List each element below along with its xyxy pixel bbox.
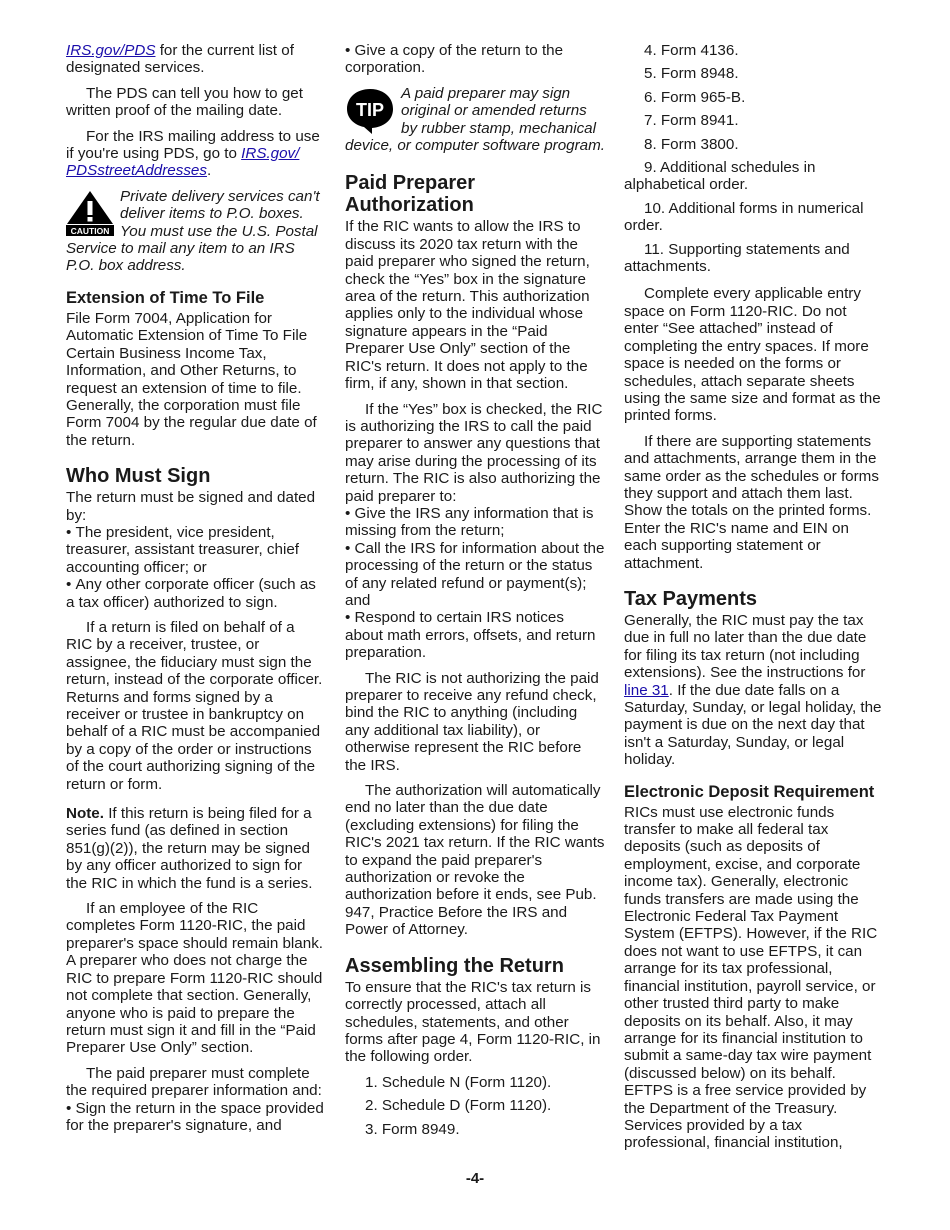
who-fiduciary-paragraph: If a return is filed on behalf of a RIC by a receiver, trustee, or assignee, the fiduciary must sign the return, instead of the corporate officer. Returns and forms signed by a receiver or trustee in bankruptcy on behalf of a RIC must be accompanied by a copy of the order or instructions of the court authorizing signing of the return or form.	[66, 618, 323, 793]
column-2	[345, 42, 605, 1144]
who-preparer-paragraph: The paid preparer must complete the required preparer information and:	[66, 1064, 322, 1100]
note-text: If this return is being filed for a series fund (as defined in section 851(g)(2)), the return may be signed by any officer authorized to sign for the RIC in which the fund is a series.	[66, 805, 313, 892]
paid-bullet-2: • Call the IRS for information about the processing of the return or the status of any related refund or payment(s); and	[345, 540, 605, 610]
pds-street-addresses-link[interactable]: IRS.gov/ PDSstreetAddresses	[66, 145, 300, 180]
irs-pds-link[interactable]: IRS.gov/PDS	[66, 42, 156, 59]
caution-icon	[66, 190, 114, 236]
who-employee-paragraph: If an employee of the RIC completes Form 1120-RIC, the paid preparer's space should remain blank. A preparer who does not charge the RIC to prepare Form 1120-RIC should not complete that section. Generally, anyone who is paid to prepare the return must sign it and fill in the “Paid Preparer Use Only” section.	[66, 900, 324, 1057]
order-item-10: 10. Additional forms in numerical order.	[624, 199, 864, 235]
tax-text-pre: Generally, the RIC must pay the tax due in full no later than the due date for filing its tax return (not including extensions). See the instructions for	[624, 611, 867, 682]
tip-icon	[345, 87, 395, 135]
pds-address-paragraph	[66, 128, 324, 180]
paid-preparer-p4: The authorization will automatically end no later than the due date (excluding extensions) for filing the RIC's 2021 tax return. If the RIC wants to expand the paid preparer's authorization or revoke the authorization before it ends, see Pub. 947, Practice Before the IRS and Power of Attorney.	[345, 782, 605, 939]
pds-paragraph	[66, 42, 324, 77]
tax-payments-paragraph	[624, 612, 884, 769]
column-1	[66, 42, 324, 1142]
order-item-8: 8. Form 3800.	[644, 135, 739, 153]
complete-entry-paragraph: Complete every applicable entry space on Form 1120-RIC. Do not enter “See attached” instead of completing the entry spaces. If more space is needed on the forms or schedules, attach separate sheets using the same size and format as the printed forms.	[624, 285, 881, 425]
caution-text: Private delivery services can't deliver items to P.O. boxes. You must use the U.S. Postal Service to mail any item to an IRS P.O. box address.	[66, 187, 320, 275]
who-bullet-1: • The president, vice president, treasurer, assistant treasurer, chief accounting officer; or	[66, 524, 324, 576]
order-item-3: 3. Form 8949.	[365, 1120, 460, 1138]
note-label: Note.	[66, 805, 104, 823]
who-intro: The return must be signed and dated by:	[66, 489, 316, 524]
pds-text: for the current list of designated services.	[66, 42, 294, 77]
paid-bullet-3: • Respond to certain IRS notices about math errors, offsets, and return preparation.	[345, 609, 605, 661]
extension-text: File Form 7004, Application for Automatic Extension of Time To File Certain Business Income Tax, Information, and Other Returns, to request an extension of time to file. Generally, the corporation must file Form 7004 by the regular due date of the return.	[66, 309, 317, 449]
caution-block	[66, 188, 324, 275]
who-must-sign-heading: Who Must Sign	[66, 465, 211, 488]
give-copy-bullet: • Give a copy of the return to the corporation.	[345, 42, 605, 77]
who-bullet-2: • Any other corporate officer (such as a tax officer) authorized to sign.	[66, 576, 324, 611]
order-item-7: 7. Form 8941.	[644, 112, 739, 130]
electronic-deposit-paragraph: RICs must use electronic funds transfer to make all federal tax deposits (such as deposits of employment, excise, and corporate income tax). Generally, electronic funds transfers are made using the Electronic Federal Tax Payment System (EFTPS). However, if the RIC does not want to use EFTPS, it can arrange for its tax professional, financial institution, payroll service, or other trusted third party to make deposits on its behalf. Also, it may arrange for its financial institution to submit a same-day tax wire payment (discussed below) on its behalf. EFTPS is a free service provided by the Department of the Treasury. Services provided by a tax professional, financial institution,	[624, 803, 878, 1152]
order-item-9: 9. Additional schedules in alphabetical order.	[624, 159, 816, 194]
pds-proof-paragraph: The PDS can tell you how to get written proof of the mailing date.	[66, 84, 303, 120]
tax-payments-heading: Tax Payments	[624, 587, 758, 610]
note-paragraph	[66, 805, 324, 892]
column-3	[624, 42, 884, 1160]
paid-preparer-p1: If the RIC wants to allow the IRS to discuss its 2020 tax return with the paid preparer who signed the return, check the “Yes” box in the signature area of the return. This authorization applies only to the individual whose signature appears in the “Paid Preparer Use Only” section of the RIC's return. It does not apply to the firm, if any, shown in that section.	[345, 218, 590, 393]
page-number: -4-	[465, 1170, 485, 1187]
pds-address-text: For the IRS mailing address to use if you're using PDS, go to	[66, 127, 320, 163]
paid-preparer-heading: Paid Preparer Authorization	[345, 172, 476, 217]
electronic-deposit-heading: Electronic Deposit Requirement	[624, 782, 875, 801]
caution-label: CAUTION	[70, 225, 110, 236]
order-item-5: 5. Form 8948.	[644, 65, 739, 83]
tip-label: TIP	[355, 99, 385, 120]
order-item-1: 1. Schedule N (Form 1120).	[365, 1073, 552, 1091]
paid-preparer-p3: The RIC is not authorizing the paid preparer to receive any refund check, bind the RIC to anything (including any additional tax liability), or otherwise represent the RIC before the IRS.	[345, 669, 599, 774]
tip-text: A paid preparer may sign original or amended returns by rubber stamp, mechanical device, or computer software program.	[345, 84, 605, 155]
who-bullet-3: • Sign the return in the space provided for the preparer's signature, and	[66, 1100, 324, 1135]
order-item-11: 11. Supporting statements and attachments.	[624, 240, 850, 276]
order-item-4: 4. Form 4136.	[644, 42, 739, 59]
assembling-p1: To ensure that the RIC's tax return is correctly processed, attach all schedules, statements, and other forms after page 4, Form 1120-RIC, in the following order.	[345, 978, 601, 1066]
assembling-heading: Assembling the Return	[345, 954, 564, 977]
order-item-2: 2. Schedule D (Form 1120).	[365, 1097, 552, 1115]
line-31-link[interactable]: line 31	[624, 681, 669, 699]
order-item-6: 6. Form 965-B.	[644, 88, 746, 106]
tip-block	[345, 85, 605, 155]
extension-heading: Extension of Time To File	[66, 288, 265, 307]
paid-preparer-p2: If the “Yes” box is checked, the RIC is authorizing the IRS to call the paid preparer to answer any questions that may arise during the processing of its return. The RIC is also authorizing the paid preparer to:	[345, 400, 603, 505]
tax-text-post: . If the due date falls on a Saturday, Sunday, or legal holiday, the payment is due on the next day that isn't a Saturday, Sunday, or legal holiday.	[624, 681, 882, 769]
period: .	[206, 162, 212, 180]
paid-bullet-1: • Give the IRS any information that is missing from the return;	[345, 505, 605, 540]
supporting-statements-paragraph: If there are supporting statements and attachments, arrange them in the same order as the schedules or forms they support and attach them last. Show the totals on the printed forms. Enter the RIC's name and EIN on each supporting statement or attachment.	[624, 432, 879, 572]
